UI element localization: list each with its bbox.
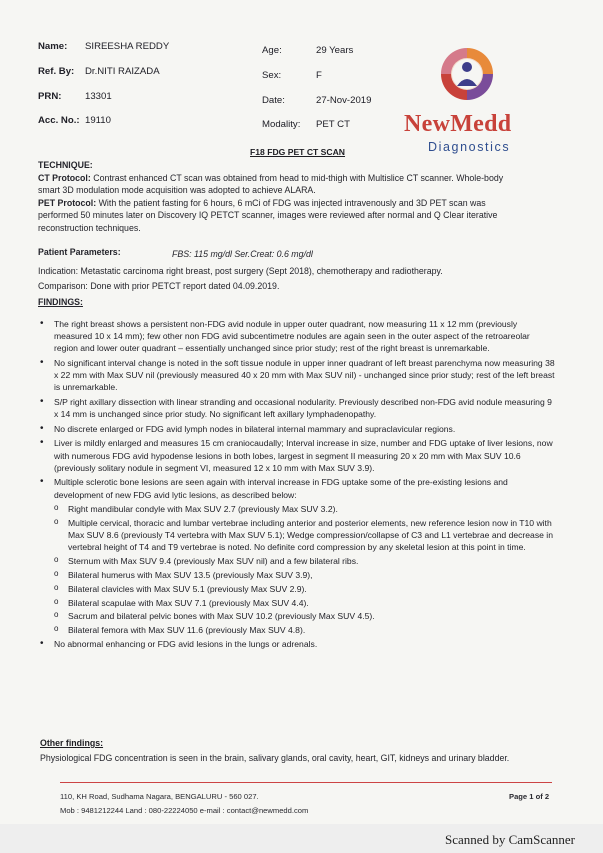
pet-protocol-label: PET Protocol:: [38, 197, 97, 208]
technique-section: [38, 159, 503, 235]
logo-mark-icon: [438, 40, 496, 108]
indication: Indication: Metastatic carcinoma right breast, post surgery (Sept 2018), chemotherapy and radiotherapy.: [38, 266, 443, 276]
bone-subitem: o Bilateral humerus with Max SUV 13.5 (previously Max SUV 3.9),: [40, 569, 555, 581]
bone-subitem: o Bilateral scapulae with Max SUV 7.1 (previously Max SUV 4.4).: [40, 597, 555, 609]
logo-tagline: Diagnostics: [428, 140, 511, 154]
patient-params-label: Patient Parameters:: [38, 247, 121, 257]
other-findings-label: Other findings:: [40, 738, 104, 748]
finding-item: • The right breast shows a persistent non-FDG avid nodule in upper outer quadrant, now measuring 11 x 12 mm (previously measured 10 x 14 mm); few other non FDG avid subcentimetre nodules are again seen in the outer aspect of the retroareolar region and lower outer quadrant – essentially unchanged since prior study; rest of the right breast is unremarkable.: [40, 318, 555, 355]
ct-protocol-label: CT Protocol:: [38, 172, 91, 183]
footer-contact: Mob : 9481212244 Land : 080-22224050 e-mail : contact@newmedd.com: [60, 806, 309, 815]
acc-value: 19110: [85, 115, 111, 126]
scan-title: F18 FDG PET CT SCAN: [250, 147, 346, 157]
comparison: Comparison: Done with prior PETCT report dated 04.09.2019.: [38, 281, 280, 291]
other-findings-text: Physiological FDG concentration is seen in the brain, salivary glands, oral cavity, heart, GIT, kidneys and urinary bladder.: [40, 753, 510, 763]
logo-name: NewMedd: [404, 111, 512, 137]
modality-label: Modality:: [262, 119, 301, 130]
page-number: Page 1 of 2: [509, 792, 550, 801]
modality-value: PET CT: [316, 119, 350, 130]
bone-subitem: o Bilateral clavicles with Max SUV 5.1 (previously Max SUV 2.9).: [40, 583, 555, 595]
acc-label: Acc. No.:: [38, 115, 80, 126]
findings-list: [40, 318, 555, 653]
prn-value: 13301: [85, 91, 112, 102]
age-value: 29 Years: [316, 45, 354, 56]
technique-label: TECHNIQUE:: [38, 160, 93, 170]
pet-protocol-line3: reconstruction techniques.: [38, 222, 141, 233]
finding-item: • S/P right axillary dissection with linear stranding and occasional nodularity. Previously described non-FDG avid nodule measuring 9 x 14 mm is unchanged since prior study. No significant left axillary lymphadenopathy.: [40, 396, 555, 420]
sex-label: Sex:: [262, 70, 282, 81]
refby-value: Dr.NITI RAIZADA: [85, 66, 160, 77]
name-value: SIREESHA REDDY: [85, 41, 170, 52]
bone-subitem: o Sacrum and bilateral pelvic bones with Max SUV 10.2 (previously Max SUV 4.5).: [40, 610, 555, 622]
date-value: 27-Nov-2019: [316, 95, 372, 106]
finding-bone-intro: • Multiple sclerotic bone lesions are seen again with interval increase in FDG uptake some of the pre-existing lesions and development of new FDG avid lytic lesions, as described below:: [54, 477, 508, 500]
finding-item: • No discrete enlarged or FDG avid lymph nodes in bilateral internal mammary and supraclavicular regions.: [40, 423, 555, 435]
bone-subitem: o Right mandibular condyle with Max SUV 2.7 (previously Max SUV 3.2).: [40, 503, 555, 515]
finding-item-bone: [40, 476, 555, 500]
finding-item: • No significant interval change is noted in the soft tissue nodule in upper inner quadrant of left breast parenchyma now measuring 38 x 22 mm with Max SUV nil (previously measured 40 x 20 mm with Max SUV nil) - unchanged since prior study; rest of the left breast is unremarkable.: [40, 357, 555, 394]
finding-item: • Liver is mildly enlarged and measures 15 cm craniocaudally; Interval increase in size, number and FDG uptake of liver lesions, now with numerous FDG avid hypodense lesions in both lobes, largest in segment II measuring 20 x 20 mm with Max SUV 10.6 (previously solitary nodule in segment VI, measured 12 x 10 mm with Max SUV 3.9).: [40, 437, 555, 474]
prn-label: PRN:: [38, 91, 62, 102]
pet-protocol-line2: performed 50 minutes later on Discovery IQ PETCT scanner, images were reviewed after normal and Q Clear iterative: [38, 210, 498, 221]
bone-subitem: o Bilateral femora with Max SUV 11.6 (previously Max SUV 4.8).: [40, 624, 555, 636]
age-label: Age:: [262, 45, 282, 56]
pet-protocol-line1: With the patient fasting for 6 hours, 6 mCi of FDG was injected intravenously and 3D PET scan was: [96, 197, 486, 208]
ct-protocol-line1: Contrast enhanced CT scan was obtained from head to mid-thigh with Multislice CT scanner. Whole-body: [90, 172, 504, 183]
findings-label: FINDINGS:: [38, 297, 83, 307]
footer-address: 110, KH Road, Sudhama Nagara, BENGALURU - 560 027.: [60, 792, 259, 801]
sex-value: F: [316, 70, 322, 81]
bone-sublist: [40, 503, 555, 636]
date-label: Date:: [262, 95, 285, 106]
scanned-by-label: Scanned by CamScanner: [445, 832, 575, 847]
footer-divider: [60, 782, 552, 783]
ct-protocol-line2: smart 3D modulation mode acquisition was adopted to achieve ALARA.: [38, 185, 316, 196]
refby-label: Ref. By:: [38, 66, 75, 77]
patient-params-value: FBS: 115 mg/dl Ser.Creat: 0.6 mg/dl: [172, 249, 313, 259]
bone-subitem: o Multiple cervical, thoracic and lumbar vertebrae including anterior and posterior elements, new reference lesion now in T10 with Max SUV 8.6 (previously T4 vertebra with Max SUV 5.1); Wedge compression/collapse of C3 and L1 vertebrae and decrease in vertebral height of T4 and T9 vertebrae is noted. No definite cord compression by any skeletal lesion at this point in time.: [40, 517, 555, 554]
finding-item: • No abnormal enhancing or FDG avid lesions in the lungs or adrenals.: [40, 638, 555, 650]
name-label: Name:: [38, 41, 68, 52]
bone-subitem: o Sternum with Max SUV 9.4 (previously Max SUV nil) and a few bilateral ribs.: [40, 555, 555, 567]
